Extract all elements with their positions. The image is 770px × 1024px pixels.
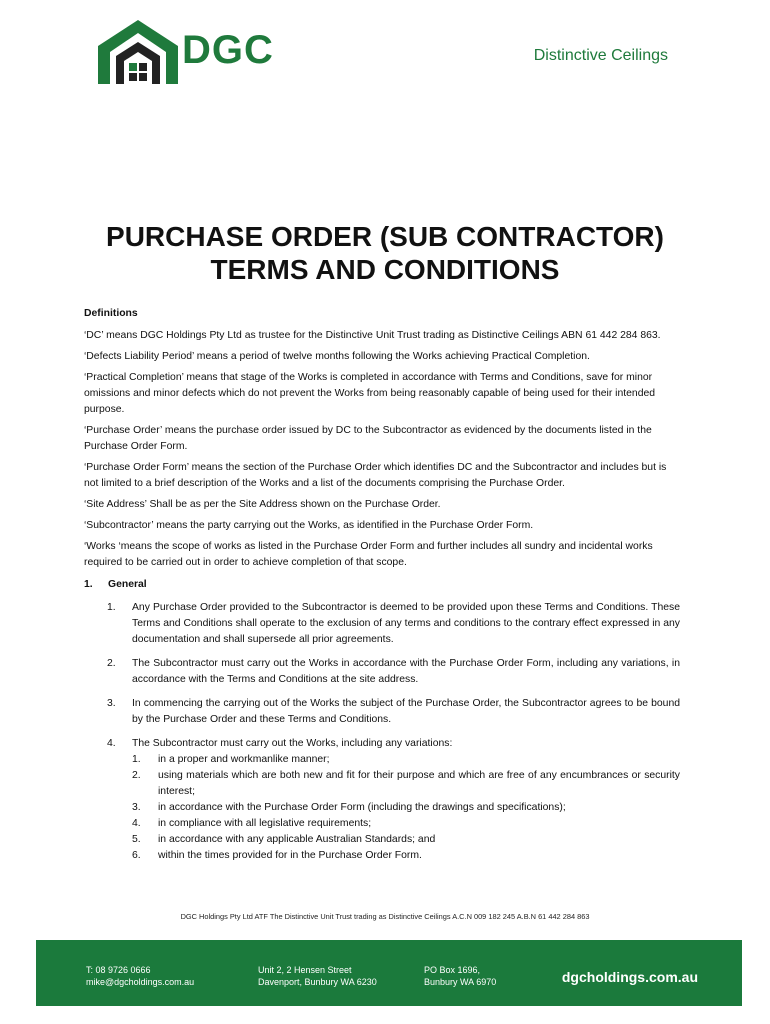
document-body: [84, 306, 680, 872]
sub-clause-item: [132, 832, 680, 848]
footer-phone: T: 08 9726 0666: [86, 965, 151, 975]
sub-clause-number: 2.: [132, 770, 141, 781]
footer-po-line-2: Bunbury WA 6970: [424, 977, 497, 987]
footer-address-column: [258, 964, 377, 988]
sub-clause-item: [132, 848, 680, 864]
company-tagline: Distinctive Ceilings: [533, 47, 668, 64]
sub-clause-item: [132, 768, 680, 800]
sub-clause-text: in accordance with the Purchase Order Form (including the drawings and specifications);: [158, 802, 566, 813]
footer-po-line-1: PO Box 1696,: [424, 965, 481, 975]
logo-text: DGC: [182, 28, 274, 72]
page-header: [0, 0, 770, 100]
sub-clause-item: [132, 816, 680, 832]
clause-number: 2.: [107, 658, 116, 669]
clause-text: The Subcontractor must carry out the Works, including any variations:: [132, 738, 453, 749]
sub-clause-text: using materials which are both new and fit for their purpose and which are free of any encumbrances or security interest;: [158, 770, 680, 797]
clause-number: 3.: [107, 698, 116, 709]
definition-item: ‘Works ‘means the scope of works as listed in the Purchase Order Form and further includes all sundry and incidental works required to be carried out in order to achieve completion of that scope.: [84, 541, 653, 568]
sub-clause-number: 1.: [132, 754, 141, 765]
sub-clause-number: 4.: [132, 818, 141, 829]
sub-clause-item: [132, 800, 680, 816]
sub-clause-number: 6.: [132, 850, 141, 861]
clause-text: Any Purchase Order provided to the Subcontractor is deemed to be provided upon these Terms and Conditions. These Terms and Conditions shall operate to the exclusion of any terms and conditions to the contrary effect expressed in any documentation and shall supersede all prior agreements.: [132, 602, 680, 645]
sub-clause-text: in a proper and workmanlike manner;: [158, 754, 330, 765]
definitions-heading: Definitions: [84, 308, 138, 319]
document-title: [0, 220, 770, 286]
sub-clause-number: 5.: [132, 834, 141, 845]
clause-item: [107, 696, 680, 728]
sub-clause-text: within the times provided for in the Purchase Order Form.: [158, 850, 422, 861]
clause-item: [107, 600, 680, 648]
footer-contact-band: [36, 940, 742, 1006]
definition-item: ‘Purchase Order Form’ means the section of the Purchase Order which identifies DC and the Subcontractor and includes but is not limited to a brief description of the Works and a list of the documents comprising the Purchase Order.: [84, 462, 667, 489]
sub-clause-number: 3.: [132, 802, 141, 813]
definition-item: ‘Practical Completion’ means that stage of the Works is completed in accordance with Terms and Conditions, save for minor omissions and minor defects which do not prevent the Works from being reasonably capable of being used for their intended purpose.: [84, 372, 656, 415]
section-number: 1.: [84, 579, 93, 590]
definition-item: ‘DC’ means DGC Holdings Pty Ltd as trustee for the Distinctive Unit Trust trading as Distinctive Ceilings ABN 61 442 284 863.: [84, 330, 661, 341]
clause-text: In commencing the carrying out of the Works the subject of the Purchase Order, the Subcontractor agrees to be bound by the Purchase Order and these Terms and Conditions.: [132, 698, 680, 725]
title-line-2: TERMS AND CONDITIONS: [210, 254, 560, 285]
definition-item: ‘Site Address’ Shall be as per the Site Address shown on the Purchase Order.: [84, 499, 441, 510]
clause-number: 1.: [107, 602, 116, 613]
sub-clause-text: in accordance with any applicable Australian Standards; and: [158, 834, 436, 845]
section-heading-general: [84, 577, 680, 593]
definition-item: ‘Defects Liability Period’ means a period of twelve months following the Works achieving Practical Completion.: [84, 351, 590, 362]
clause-body: [132, 736, 680, 864]
footer-contact-column: [86, 964, 194, 988]
clause-item: [107, 656, 680, 688]
footer-website-link[interactable]: dgcholdings.com.au: [561, 969, 698, 985]
title-line-1: PURCHASE ORDER (SUB CONTRACTOR): [106, 221, 664, 252]
clause-number: 4.: [107, 738, 116, 749]
definition-item: ‘Subcontractor’ means the party carrying out the Works, as identified in the Purchase Order Form.: [84, 520, 534, 531]
section-title: General: [108, 579, 147, 590]
footer-po-column: [424, 964, 496, 988]
sub-clause-item: [132, 752, 680, 768]
footer-company-line: DGC Holdings Pty Ltd ATF The Distinctive Unit Trust trading as Distinctive Ceilings A.C.N 009 182 245 A.B.N 61 442 284 863: [180, 912, 590, 921]
clause-text: The Subcontractor must carry out the Works in accordance with the Purchase Order Form, including any variations, in accordance with the Terms and Conditions at the site address.: [132, 658, 680, 685]
definition-item: ‘Purchase Order’ means the purchase order issued by DC to the Subcontractor as evidenced by the documents listed in the Purchase Order Form.: [84, 425, 652, 452]
footer-address-line-1: Unit 2, 2 Hensen Street: [258, 965, 352, 975]
footer-address-line-2: Davenport, Bunbury WA 6230: [258, 977, 377, 987]
footer-email[interactable]: mike@dgcholdings.com.au: [86, 977, 195, 987]
clause-item: [107, 736, 680, 864]
sub-clause-text: in compliance with all legislative requirements;: [158, 818, 372, 829]
